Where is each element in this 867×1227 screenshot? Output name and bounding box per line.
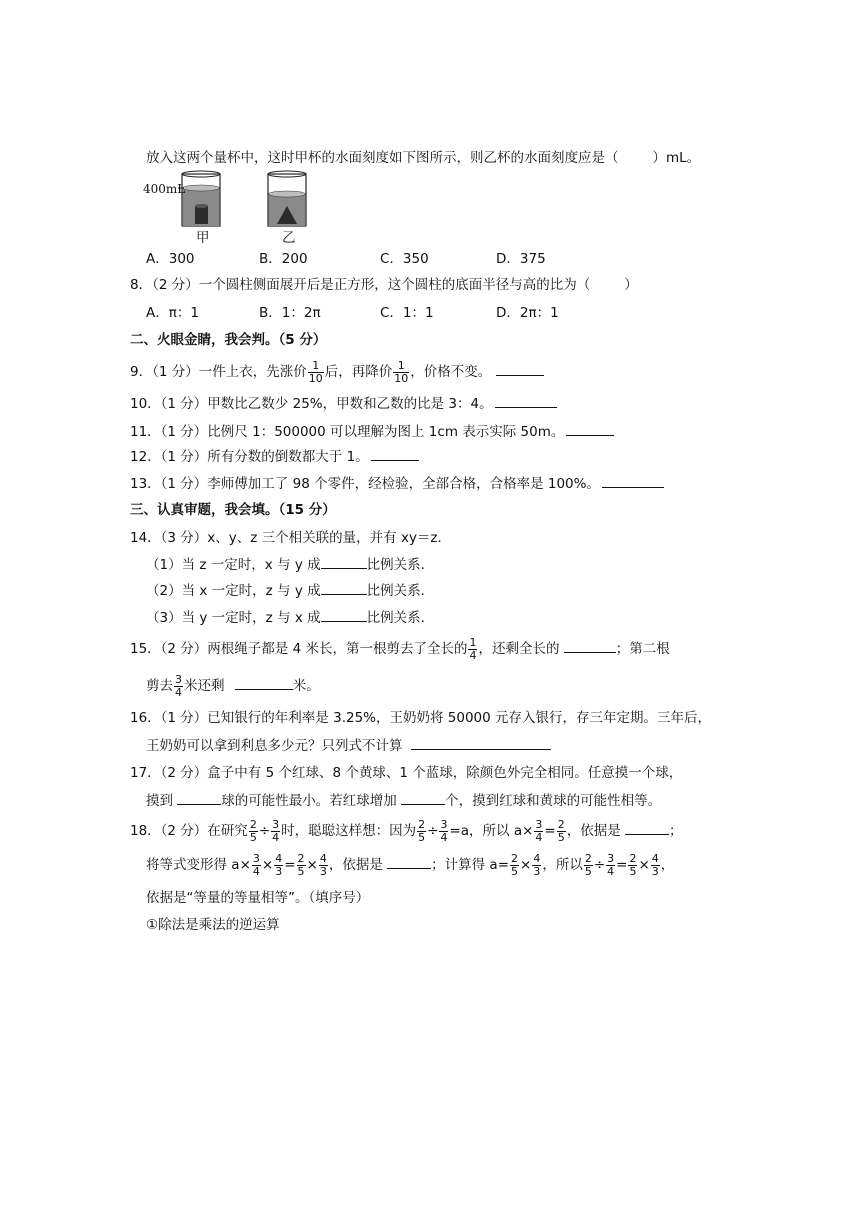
section-2-heading: 二、火眼金睛，我会判。（5 分） bbox=[130, 332, 327, 348]
answer-blank[interactable] bbox=[321, 580, 367, 595]
q12: 12．（1 分）所有分数的倒数都大于 1。 bbox=[130, 446, 419, 467]
answer-blank[interactable] bbox=[602, 473, 664, 488]
fraction: $\frac{2}{5}$ bbox=[557, 817, 565, 844]
answer-blank[interactable] bbox=[496, 361, 544, 376]
q18-choice-1: ①除法是乘法的逆运算 bbox=[146, 917, 280, 933]
fraction: $\frac{2}{5}$ bbox=[249, 817, 257, 844]
fraction: $\frac{2}{5}$ bbox=[511, 851, 519, 878]
cup-a-label: 甲 bbox=[196, 230, 210, 246]
answer-blank[interactable] bbox=[401, 790, 445, 805]
q7-continuation: 放入这两个量杯中，这时甲杯的水面刻度如下图所示，则乙杯的水面刻度应是（ ）mL。 bbox=[146, 150, 701, 166]
fraction: $\frac{4}{3}$ bbox=[533, 851, 541, 878]
fraction: $\frac{3}{4}$ bbox=[252, 851, 260, 878]
answer-blank[interactable] bbox=[321, 607, 367, 622]
q8-option-a[interactable]: A．π：1 bbox=[146, 305, 199, 321]
fraction: $\frac{2}{5}$ bbox=[629, 851, 637, 878]
cup-mark-label: 400mL bbox=[143, 182, 186, 196]
fraction: $\frac{1}{10}$ bbox=[394, 358, 409, 385]
fraction: $\frac{4}{3}$ bbox=[651, 851, 659, 878]
q15-line-1: 15．（2 分）两根绳子都是 4 米长，第一根剪去了全长的 $\frac{1}{4}$ ，还剩全长的 ；第二根 bbox=[130, 635, 670, 662]
answer-blank[interactable] bbox=[387, 854, 431, 869]
fraction: $\frac{1}{4}$ bbox=[469, 635, 477, 662]
fraction: $\frac{3}{4}$ bbox=[440, 817, 448, 844]
q14-sub-1: （1）当 z 一定时，x 与 y 成 比例关系． bbox=[146, 554, 434, 575]
fraction: $\frac{2}{5}$ bbox=[418, 817, 426, 844]
q7-option-b[interactable]: B．200 bbox=[259, 251, 308, 267]
q8-option-b[interactable]: B．1：2π bbox=[259, 305, 321, 321]
q17-line-1: 17．（2 分）盒子中有 5 个红球、8 个黄球、1 个蓝球，除颜色外完全相同。任意摸一个球， bbox=[130, 765, 683, 781]
answer-blank[interactable] bbox=[235, 675, 293, 690]
answer-blank[interactable] bbox=[625, 820, 669, 835]
answer-blank[interactable] bbox=[564, 638, 616, 653]
q8-option-d[interactable]: D．2π：1 bbox=[496, 305, 559, 321]
q10: 10．（1 分）甲数比乙数少 25%，甲数和乙数的比是 3：4。 bbox=[130, 393, 557, 414]
q14-sub-2: （2）当 x 一定时，z 与 y 成 比例关系． bbox=[146, 580, 434, 601]
answer-blank[interactable] bbox=[411, 735, 551, 750]
q18-line-3: 依据是“等量的等量相等”。（填序号） bbox=[146, 890, 370, 906]
q7-option-d[interactable]: D．375 bbox=[496, 251, 546, 267]
q8-option-c[interactable]: C．1：1 bbox=[380, 305, 434, 321]
q15-line-2: 剪去 $\frac{3}{4}$ 米还剩 米。 bbox=[146, 672, 320, 699]
q14-sub-3: （3）当 y 一定时，z 与 x 成 比例关系． bbox=[146, 607, 434, 628]
q16-line-2: 王奶奶可以拿到利息多少元？只列式不计算 bbox=[146, 735, 551, 756]
q9: 9．（1 分）一件上衣，先涨价 $\frac{1}{10}$ 后，再降价 $\frac{1}{10}$ ，价格不变。 bbox=[130, 359, 544, 385]
fraction: $\frac{2}{5}$ bbox=[297, 851, 305, 878]
q18-line-2: 将等式变形得 a× $\frac{3}{4}$ × $\frac{4}{3}$ = $\frac{2}{5}$ × $\frac{4}{3}$ ，依据是 ；计算得 a= $\frac{2}{5}$ × $\frac{4}{3}$ ，所以 $\frac{2}{5}$ ÷ $\frac{3}{4}$ = $\frac{2}{5}$ × $\frac{4}{3}$ ， bbox=[146, 851, 675, 878]
fraction: $\frac{2}{5}$ bbox=[584, 851, 592, 878]
q7-option-a[interactable]: A．300 bbox=[146, 251, 195, 267]
q14-stem: 14．（3 分）x、y、z 三个相关联的量，并有 xy＝z． bbox=[130, 530, 452, 546]
q16-line-1: 16．（1 分）已知银行的年利率是 3.25%，王奶奶将 50000 元存入银行，存三年定期。三年后， bbox=[130, 710, 712, 726]
answer-blank[interactable] bbox=[177, 790, 221, 805]
answer-blank[interactable] bbox=[566, 421, 614, 436]
fraction: $\frac{3}{4}$ bbox=[175, 672, 182, 699]
q11: 11．（1 分）比例尺 1：500000 可以理解为图上 1cm 表示实际 50m。 bbox=[130, 421, 614, 442]
section-3-heading: 三、认真审题，我会填。（15 分） bbox=[130, 502, 336, 518]
cup-b-label: 乙 bbox=[282, 230, 296, 246]
answer-blank[interactable] bbox=[371, 446, 419, 461]
fraction: $\frac{4}{3}$ bbox=[319, 851, 327, 878]
fraction: $\frac{1}{10}$ bbox=[308, 358, 323, 385]
answer-blank[interactable] bbox=[495, 393, 557, 408]
q8-stem: 8．（2 分）一个圆柱侧面展开后是正方形，这个圆柱的底面半径与高的比为（ ） bbox=[130, 277, 638, 293]
fraction: $\frac{4}{3}$ bbox=[275, 851, 283, 878]
fraction: $\frac{3}{4}$ bbox=[607, 851, 615, 878]
fraction: $\frac{3}{4}$ bbox=[535, 817, 543, 844]
q7-option-c[interactable]: C．350 bbox=[380, 251, 429, 267]
q18-line-1: 18．（2 分）在研究 $\frac{2}{5}$ ÷ $\frac{3}{4}$ 时，聪聪这样想：因为 $\frac{2}{5}$ ÷ $\frac{3}{4}$ =a，所以 a× $\frac{3}{4}$ = $\frac{2}{5}$ ，依据是 ； bbox=[130, 817, 683, 844]
fraction: $\frac{3}{4}$ bbox=[272, 817, 280, 844]
answer-blank[interactable] bbox=[321, 554, 367, 569]
q13: 13．（1 分）李师傅加工了 98 个零件，经检验，全部合格，合格率是 100%。 bbox=[130, 473, 664, 494]
q17-line-2: 摸到 球的可能性最小。若红球增加 个，摸到红球和黄球的可能性相等。 bbox=[146, 790, 661, 811]
